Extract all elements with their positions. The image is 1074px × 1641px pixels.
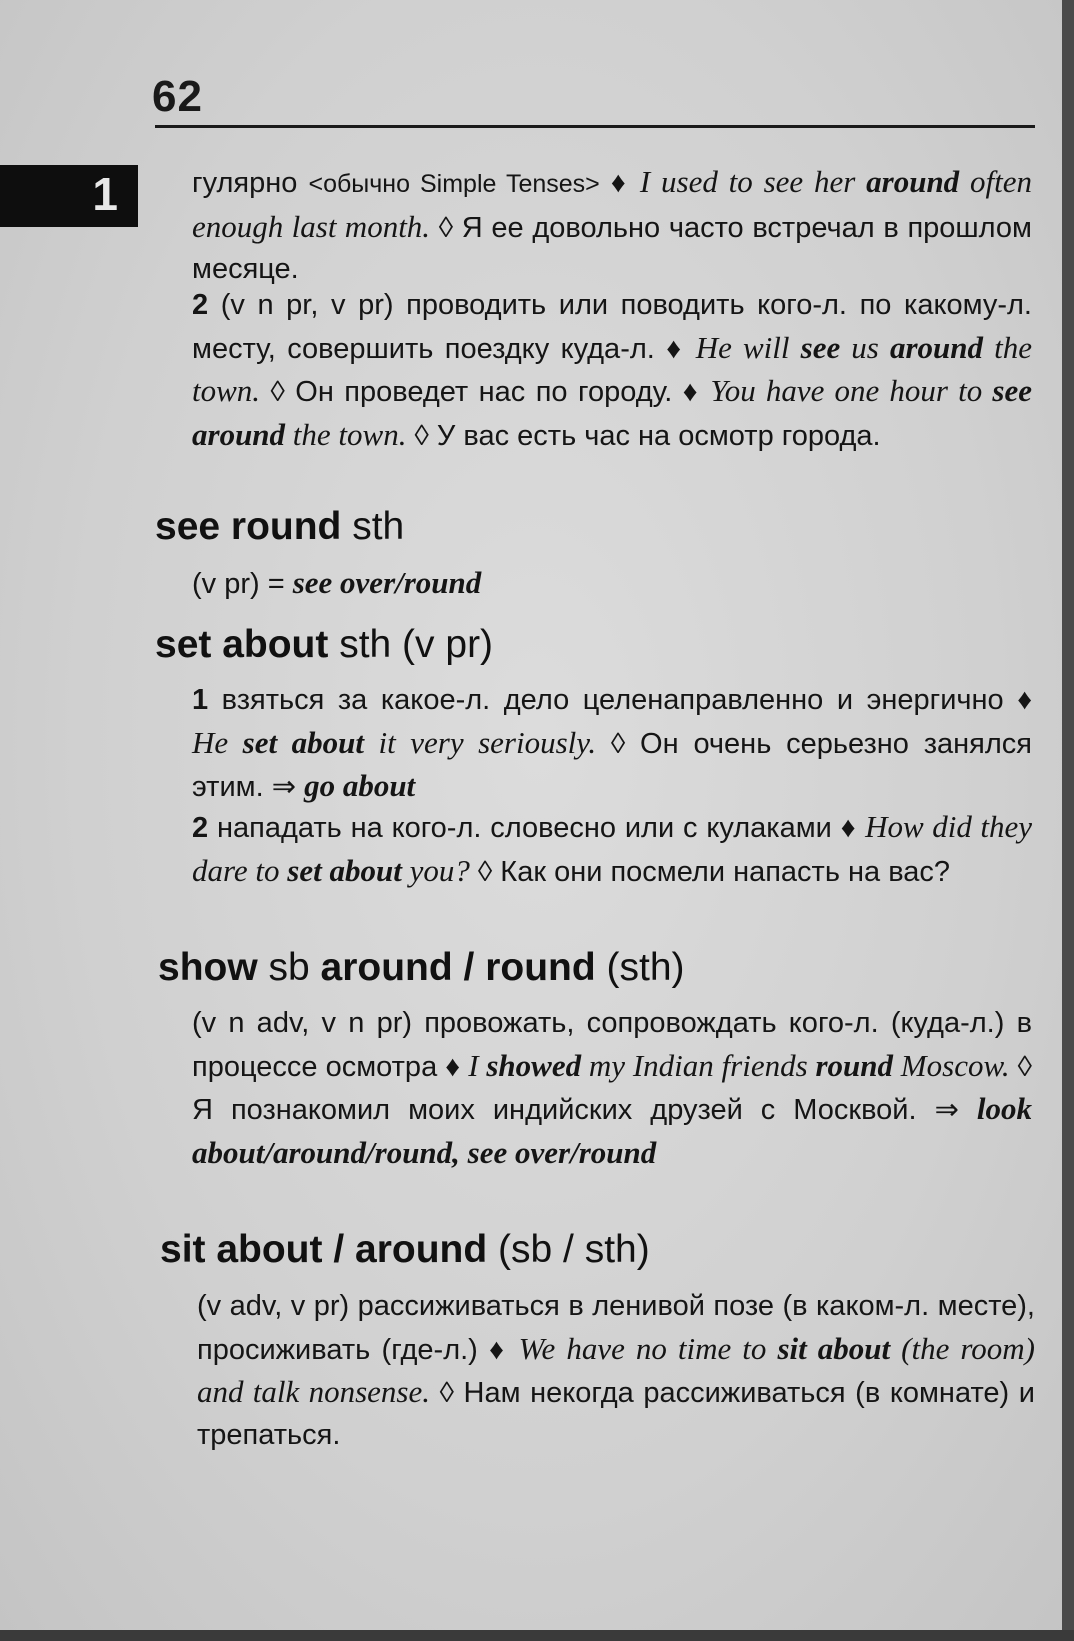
translation-text: ◊ Он проведет нас по городу. ♦ — [260, 376, 711, 408]
translation-text: ◊ Он очень серьезно занялся этим. ⇒ — [192, 727, 1033, 803]
sense-paragraph-1 — [192, 680, 1032, 809]
headword-rest: sb — [257, 946, 321, 989]
example-text: the town. — [285, 416, 407, 452]
example-text: I — [468, 1047, 487, 1083]
headword-rest: sth (v pr) — [328, 623, 494, 666]
text: гулярно — [192, 167, 309, 199]
example-text: He will — [695, 329, 801, 365]
entry-continuation-paragraph — [192, 161, 1032, 291]
example-text: He — [192, 724, 243, 760]
definition-text: (v n pr, v pr) проводить или поводить кого-л. по какому-л. месту, совершить поездку куда-л. ♦ — [192, 289, 1032, 365]
page-edge-shadow — [1062, 0, 1074, 1641]
definition-text: (v n adv, v n pr) провожать, сопровождать кого-л. (куда-л.) в процессе осмотра ♦ — [192, 1007, 1032, 1083]
translation-text: ◊ Нам некогда рассиживаться (в комнате) и трепаться. — [197, 1377, 1035, 1451]
section-tab — [0, 165, 138, 227]
sense-number: 1 — [192, 684, 209, 716]
translation-text: ◊ Я познакомил моих индийских друзей с Москвой. ⇒ — [192, 1050, 1033, 1126]
example-keyword: see around — [192, 373, 1032, 452]
headword-keyword: show — [158, 946, 258, 989]
translation-text: ◊ Я ее довольно часто встречал в прошлом месяце. — [192, 211, 1032, 285]
headword-see-round — [155, 505, 404, 549]
headword-keyword: sit about / around — [160, 1228, 488, 1271]
example-text: I used to see her — [639, 164, 867, 199]
headword-keyword: around / round — [320, 946, 596, 989]
entry-paragraph — [192, 562, 1032, 606]
example-keyword: round — [815, 1047, 894, 1083]
example-text: often enough last month. — [192, 164, 1032, 244]
headword-rest: (sth) — [595, 946, 685, 989]
example-keyword: see — [800, 329, 841, 365]
example-keyword: around — [889, 329, 984, 365]
entry-paragraph — [197, 1286, 1035, 1456]
definition-text: (v adv, v pr) рассиживаться в ленивой позе (в каком-л. месте), просиживать (где-л.) ♦ — [197, 1290, 1035, 1366]
example-keyword: set about — [287, 852, 402, 888]
cross-reference: go about — [304, 768, 416, 803]
example-keyword: set about — [242, 724, 364, 760]
example-text: (the room) and talk nonsense. — [197, 1330, 1035, 1409]
section-tab-number: 1 — [92, 168, 118, 220]
headword-keyword: set about — [155, 623, 329, 666]
example-text: How did they dare to — [192, 809, 1032, 888]
headword-sit-about — [160, 1228, 650, 1272]
usage-label: <обычно Simple Tenses> — [308, 170, 600, 198]
grammar-code: (v pr) = — [192, 568, 293, 600]
example-text: Moscow. — [893, 1047, 1010, 1083]
example-text: You have one hour to — [710, 373, 993, 408]
cross-reference: see over/round — [292, 565, 482, 600]
example-keyword: showed — [486, 1047, 582, 1083]
entry-paragraph — [192, 1003, 1032, 1175]
page-number: 62 — [152, 72, 203, 121]
headword-rest: (sb / sth) — [487, 1228, 650, 1271]
headword-set-about — [155, 623, 493, 667]
headword-keyword: see round — [155, 505, 342, 548]
sense-paragraph-2 — [192, 285, 1032, 457]
definition-text: взяться за какое-л. дело целенаправленно и энергично ♦ — [208, 684, 1032, 716]
example-text: it very seriously. — [363, 724, 597, 760]
example-text: We have no time to — [518, 1330, 778, 1366]
page-bottom-edge — [0, 1630, 1074, 1641]
translation-text: ◊ Как они посмели напасть на вас? — [469, 855, 951, 888]
example-text: my Indian friends — [581, 1047, 816, 1083]
definition-text: нападать на кого-л. словесно или с кулаками ♦ — [208, 812, 866, 844]
headword-show-around — [158, 946, 685, 990]
example-text: the town. — [192, 329, 1032, 408]
sense-number: 2 — [192, 289, 209, 321]
translation-text: ◊ У вас есть час на осмотр города. — [406, 419, 881, 452]
cross-reference: look about/around/round, see over/round — [192, 1091, 1032, 1170]
example-keyword: around — [866, 164, 960, 199]
text: ♦ — [599, 167, 640, 199]
example-text: us — [840, 329, 890, 365]
sense-paragraph-2 — [192, 806, 1032, 893]
headword-rest: sth — [341, 505, 405, 548]
header-rule — [155, 125, 1035, 128]
example-text: you? — [401, 852, 470, 888]
sense-number: 2 — [192, 812, 209, 844]
example-keyword: sit about — [777, 1330, 891, 1366]
